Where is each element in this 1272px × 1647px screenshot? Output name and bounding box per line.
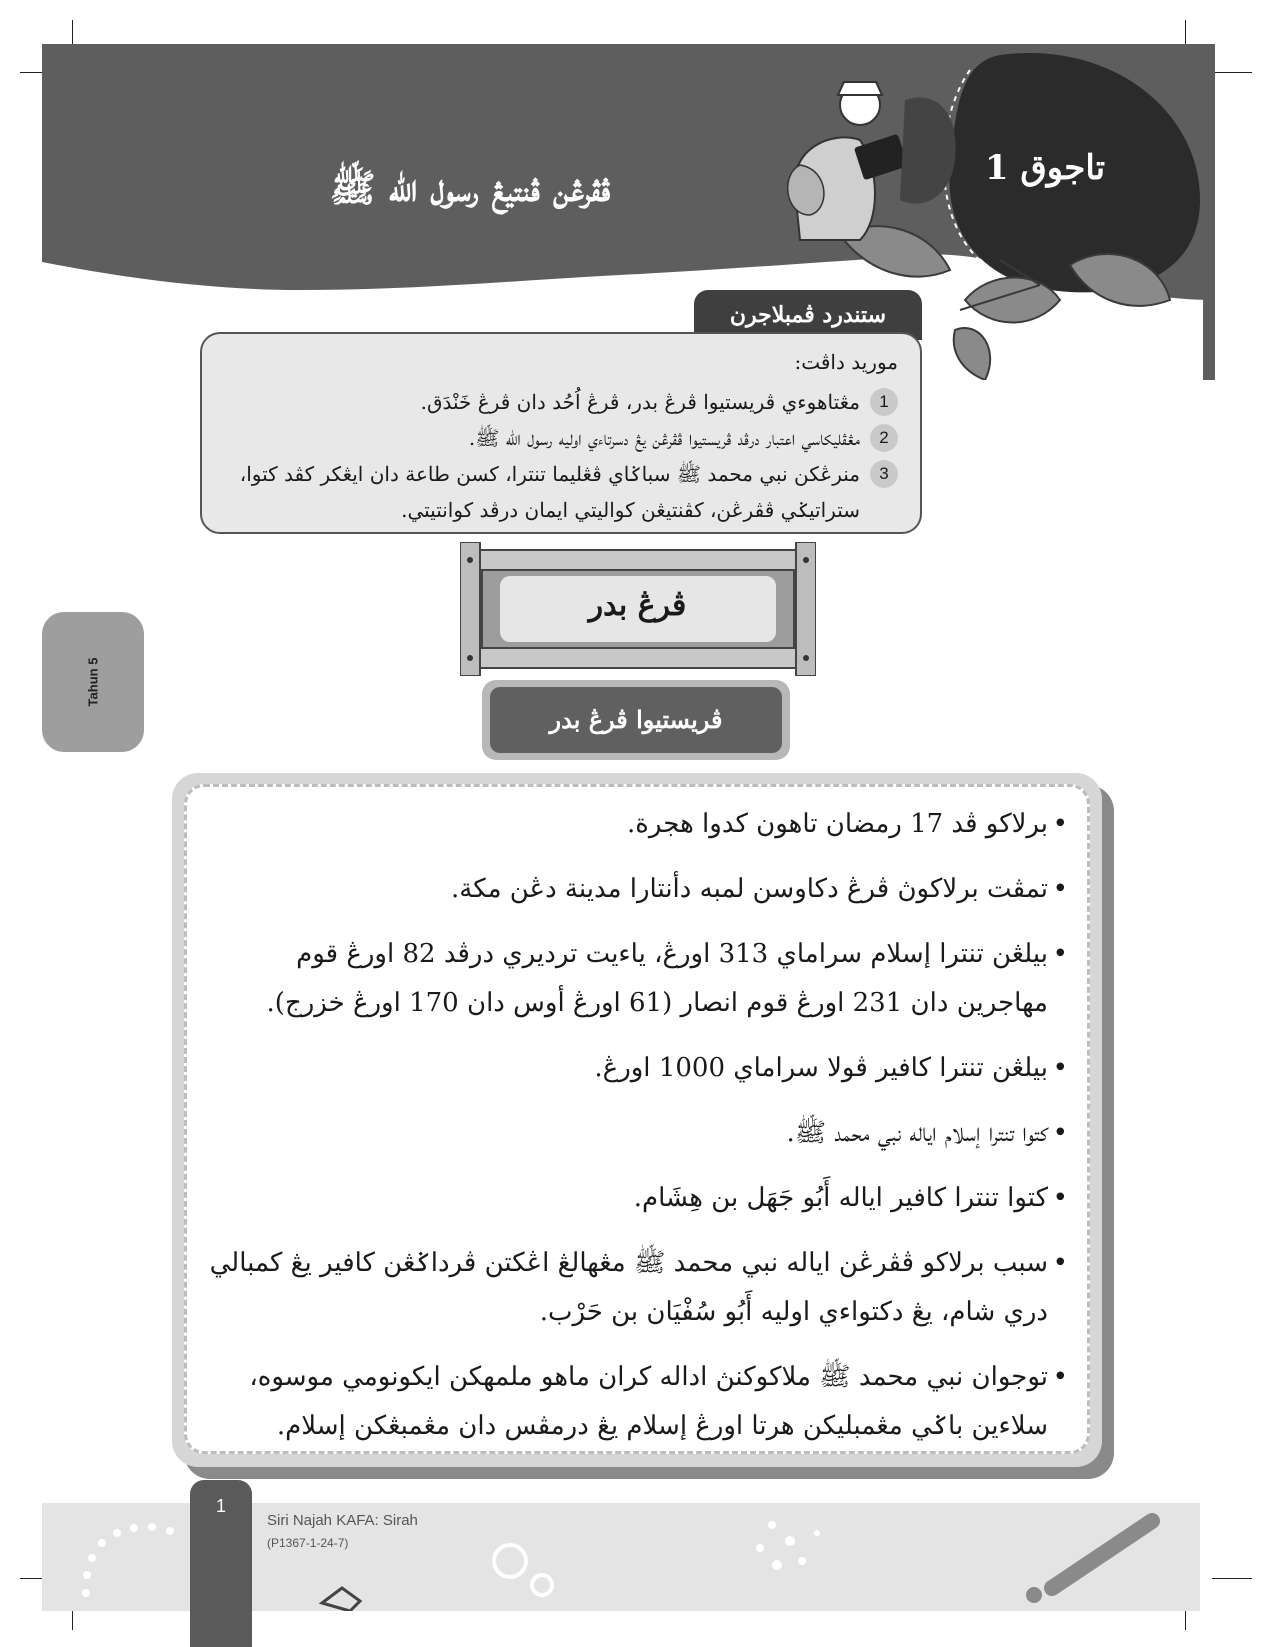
standard-intro: موريد داڤت:	[794, 350, 898, 374]
section-sign-title: ڤرڠ بدر	[588, 588, 687, 623]
item-number: 3	[870, 460, 898, 488]
standard-box	[200, 332, 922, 534]
standard-item	[224, 384, 898, 420]
item-number: 2	[870, 424, 898, 452]
year-side-tab	[42, 612, 144, 752]
standard-item	[224, 420, 898, 456]
item-text: مڠتاهوءي ڤريستيوا ڤرڠ بدر، ڤرڠ اُحُد دان ڤرڠ خَنْدَق.	[420, 390, 860, 414]
item-text: منرڠكن نبي محمد ﷺ سباݢاي ڤڠليما تنترا، كسن طاعة دان ايڠكر كڤد كتوا، ستراتيݢي ڤڤرڠن، كڤنتيڠن كواليتي ايمان درڤد كوانتيتي.	[239, 462, 860, 522]
fact-item: • برلاكو ڤد 17 رمضان تاهون كدوا هجرة.	[200, 800, 1068, 849]
fact-item: • سبب برلاكو ڤڤرڠن اياله نبي محمد ﷺ مڠهالڠ اڠكتن ڤرداݢڠن كافير يڠ كمبالي دري شام، يڠ دكتواءي اوليه أَبُو سُفْيَان بن حَرْب.	[200, 1239, 1068, 1337]
chapter-label: تاجوق 1	[984, 148, 1106, 188]
standard-tab: ستندرد ڤمبلاجرن	[694, 290, 922, 340]
facts-list	[200, 800, 1068, 1467]
standard-item	[224, 456, 898, 528]
item-text: مڠڤليكاسي اعتبار درڤد ڤريستيوا ڤڤرڠن يڠ دسرتاءي اوليه رسول الله ﷺ.	[468, 426, 860, 450]
crop-mark	[1212, 1578, 1252, 1579]
item-number: 1	[870, 388, 898, 416]
fact-item: • توجوان نبي محمد ﷺ ملاكوكنڽ اداله كران ماهو ملمهكن ايكونومي موسوه، سلاءين باݢي مڠمبليكن هرتا اورڠ إسلام يڠ درمڤس دان مڠمبڠكن إسلام.	[200, 1353, 1068, 1451]
subheading-text: ڤريستيوا ڤرڠ بدر	[490, 687, 782, 753]
page-title: ڤڤرڠن ڤنتيڠ رسول الله ﷺ	[329, 165, 611, 210]
fact-item: • كتوا تنترا إسلام اياله نبي محمد ﷺ.	[200, 1109, 1068, 1158]
subheading-box	[482, 680, 790, 760]
year-label: Tahun 5	[85, 657, 101, 707]
series-title: Siri Najah KAFA: Sirah	[267, 1512, 418, 1529]
fact-item: • بيلڠن تنترا كافير ڤولا سراماي 1000 اورڠ.	[200, 1044, 1068, 1093]
page-number: 1	[215, 1496, 226, 1516]
series-code: (P1367-1-24-7)	[267, 1536, 349, 1550]
fact-item: • بيلڠن تنترا إسلام سراماي 313 اورڠ، ياءيت ترديري درڤد 82 اورڠ قوم مهاجرين دان 231 اورڠ قوم انصار (61 اورڠ أوس دان 170 اورڠ خزرج).	[200, 930, 1068, 1028]
fact-item: • كتوا تنترا كافير اياله أَبُو جَهَل بن هِشَام.	[200, 1174, 1068, 1223]
fact-item: • تمڤت برلاكوڽ ڤرڠ دكاوسن لمبه دأنتارا مدينة دڠن مكة.	[200, 865, 1068, 914]
